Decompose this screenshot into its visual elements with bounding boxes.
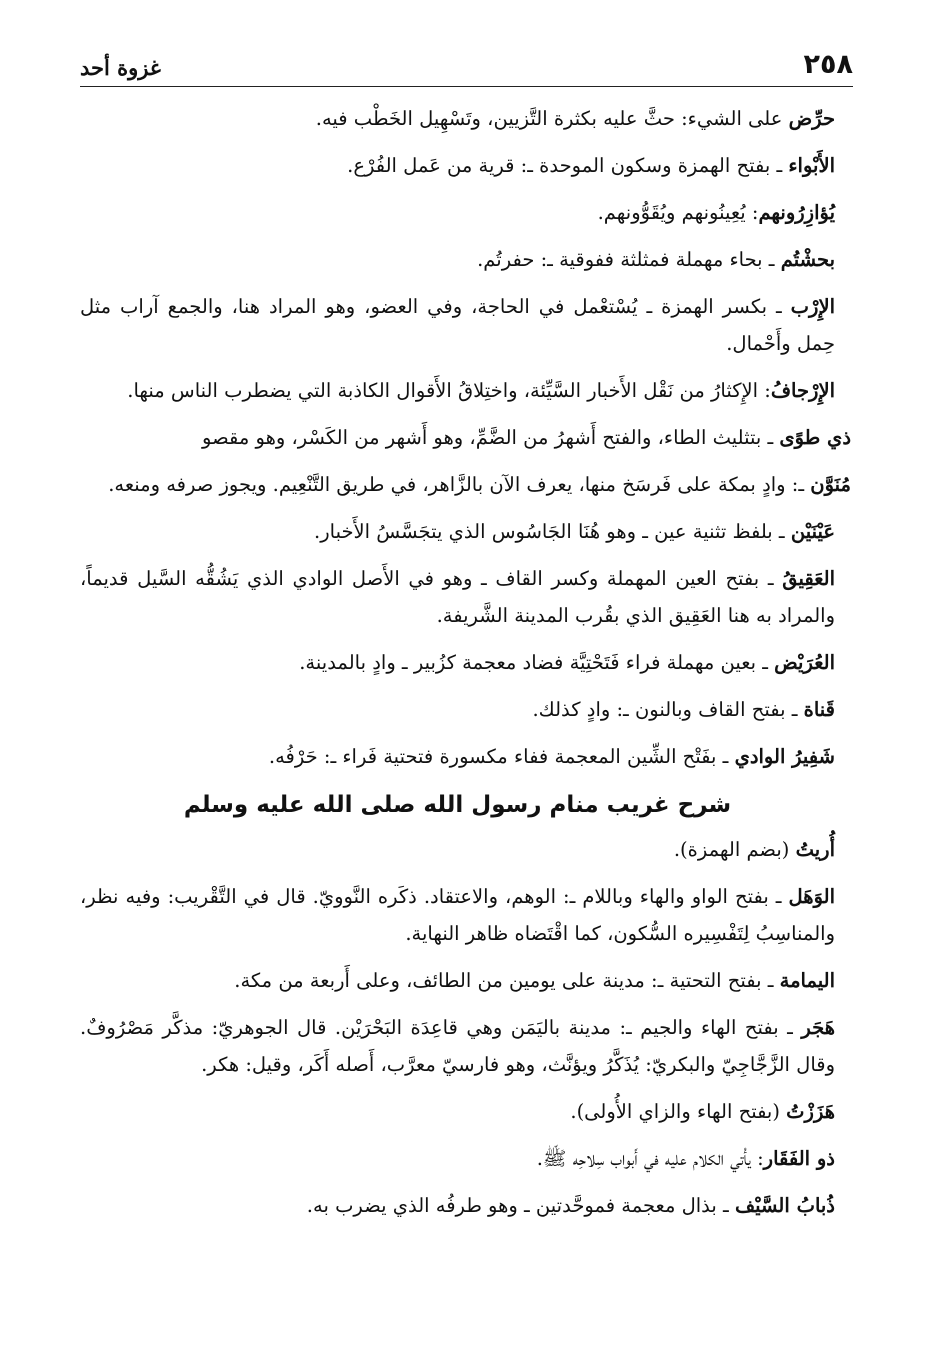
glossary-definition: ـ بكسر الهمزة ـ يُسْتعْمل في الحاجة، وفي العضو، وهو المراد هنا، والجمع آراب مثل حِمل وأَحْمال. xyxy=(80,295,835,355)
glossary-entry xyxy=(80,513,835,550)
glossary-term: ذي طوًى xyxy=(779,426,851,449)
glossary-term: الأَبْواء xyxy=(788,154,835,177)
glossary-term: مُنَوَّن xyxy=(810,473,851,496)
glossary-definition: (بضم الهمزة). xyxy=(673,838,796,861)
glossary-definition: ـ بذال معجمة فموحَّدتين ـ وهو طرفُه الذي يضرب به. xyxy=(306,1194,735,1217)
glossary-term: قَناة xyxy=(803,698,835,721)
glossary-entry xyxy=(80,962,835,999)
page-header xyxy=(80,40,853,87)
glossary-definition: ـ بعين مهملة فراء فَتَحْتِيَّة فضاد معجمة كزُبير ـ وادٍ بالمدينة. xyxy=(299,651,775,674)
glossary-term: يُؤازِرُونهم xyxy=(758,201,835,224)
running-title: غزوة أحد xyxy=(80,55,161,80)
glossary-term: اليمامة xyxy=(779,969,835,992)
glossary-definition: ـ بفَتْح الشِّين المعجمة ففاء مكسورة فتحتية فَراء ـ: حَرْفُه. xyxy=(268,745,735,768)
glossary-entry xyxy=(80,1009,835,1083)
glossary-definition: (بفتح الهاء والزاي الأُولى). xyxy=(570,1100,787,1123)
glossary-definition: ـ بفتح العين المهملة وكسر القاف ـ وهو في الأَصل الوادي الذي يَشُقُّه السَّيل قديماً، والمراد به هنا العَقِيق الذي بقُرب المدينة الشَّريفة. xyxy=(80,567,835,627)
glossary-entry xyxy=(80,738,835,775)
glossary-definition: ـ بفتح التحتية ـ: مدينة على يومين من الطائف، وعلى أَربعة من مكة. xyxy=(234,969,780,992)
glossary-entry xyxy=(80,419,851,456)
glossary-term: هَجَر xyxy=(801,1016,835,1039)
page-number: ٢٥٨ xyxy=(803,49,853,80)
glossary-entry xyxy=(80,831,835,868)
glossary-term: العُرَيْض xyxy=(774,651,835,674)
glossary-term: أُريتُ xyxy=(795,838,835,861)
glossary-entry xyxy=(80,878,835,952)
glossary-term: ذُبابُ السَّيْف xyxy=(734,1194,835,1217)
glossary-term: العَقِيقُ xyxy=(782,567,835,590)
glossary-entry xyxy=(80,1187,835,1224)
glossary-term: حرِّض xyxy=(788,107,835,130)
glossary-definition: ـ بفتح الهمزة وسكون الموحدة ـ: قرية من عَمل الفُرْع. xyxy=(347,154,789,177)
glossary-entry xyxy=(80,644,835,681)
glossary-part-2 xyxy=(80,831,835,1224)
glossary-definition: : الإِكثارُ من نَقْل الأَخبار السَّيِّئة، واختِلاقُ الأَقوال الكاذبة التي يضطرب الناس منها. xyxy=(127,379,771,402)
glossary-term: شَفِيرُ الوادي xyxy=(734,745,835,768)
glossary-entry xyxy=(80,194,835,231)
glossary-term: عَيْنَيْن xyxy=(790,520,835,543)
glossary-entry xyxy=(80,1093,835,1130)
glossary-definition: ـ بفتح الهاء والجيم ـ: مدينة باليَمَن وهي قاعِدَة البَحْرَيْن. قال الجوهريّ: مذكَّر مَصْرُوفٌ. وقال الزَّجَّاجِيّ والبكريّ: يُذَكَّرُ ويؤنَّث، وهو فارسيّ معرَّب، أَصله أَكَر، وقيل: هكر. xyxy=(80,1016,835,1076)
glossary-definition: : يأْتي الكلام عليه في أَبواب سِلاحِه ﷺ. xyxy=(536,1147,764,1170)
section-heading: شرح غريب منام رسول الله صلى الله عليه وسلم xyxy=(183,792,732,818)
glossary-term: الإِرْب xyxy=(790,295,835,318)
glossary-definition: ـ بفتح القاف وبالنون ـ: وادٍ كذلك. xyxy=(532,698,804,721)
glossary-term: الوَهَل xyxy=(788,885,835,908)
glossary-entry xyxy=(80,1140,835,1177)
glossary-definition: ـ بحاء مهملة فمثلثة ففوقية ـ: حفرتُم. xyxy=(477,248,781,271)
glossary-entry xyxy=(80,691,835,728)
glossary-definition: ـ بفتح الواو والهاء وباللام ـ: الوهم، والاعتقاد. ذكَره النَّوويّ. قال في التَّقْريب: وفيه نظر، والمناسِبُ لِتَفْسِيره السُّكون، كما اقْتَضاه ظاهر النهاية. xyxy=(80,885,835,945)
glossary-part-1 xyxy=(80,100,851,775)
glossary-entry xyxy=(80,100,835,137)
glossary-entry xyxy=(80,372,835,409)
glossary-term: بحشْتُم xyxy=(780,248,835,271)
glossary-definition: ـ بتثليث الطاء، والفتح أَشهرُ من الضَّمِّ، وهو أَشهر من الكَسْر، وهو مقصو xyxy=(202,426,780,449)
glossary-definition: ـ: وادٍ بمكة على فَرسَخ منها، يعرف الآن بالزَّاهر، في طريق التَّنْعِيم. ويجوز صرفه ومنعه. xyxy=(108,473,811,496)
glossary-definition: : يُعِينُونهم ويُقَوُّونهم. xyxy=(597,201,759,224)
glossary-definition: ـ بلفظ تثنية عين ـ وهو هُنَا الجَاسُوس الذي يتجَسَّسُ الأَخبار. xyxy=(314,520,791,543)
glossary-entry xyxy=(80,560,835,634)
glossary-entry xyxy=(80,288,835,362)
glossary-definition: على الشيء: حثَّ عليه بكثرة التَّزيين، وتَسْهِيل الخَطْب فيه. xyxy=(315,107,789,130)
glossary-entry xyxy=(80,241,835,278)
glossary-term: ذو الفَقَار xyxy=(763,1147,835,1170)
glossary-term: هَزَزْتُ xyxy=(786,1100,835,1123)
glossary-entry xyxy=(80,466,851,503)
glossary-entry xyxy=(80,147,835,184)
glossary-term: الإِرْجافُ xyxy=(770,379,835,402)
page-content xyxy=(80,100,851,1234)
